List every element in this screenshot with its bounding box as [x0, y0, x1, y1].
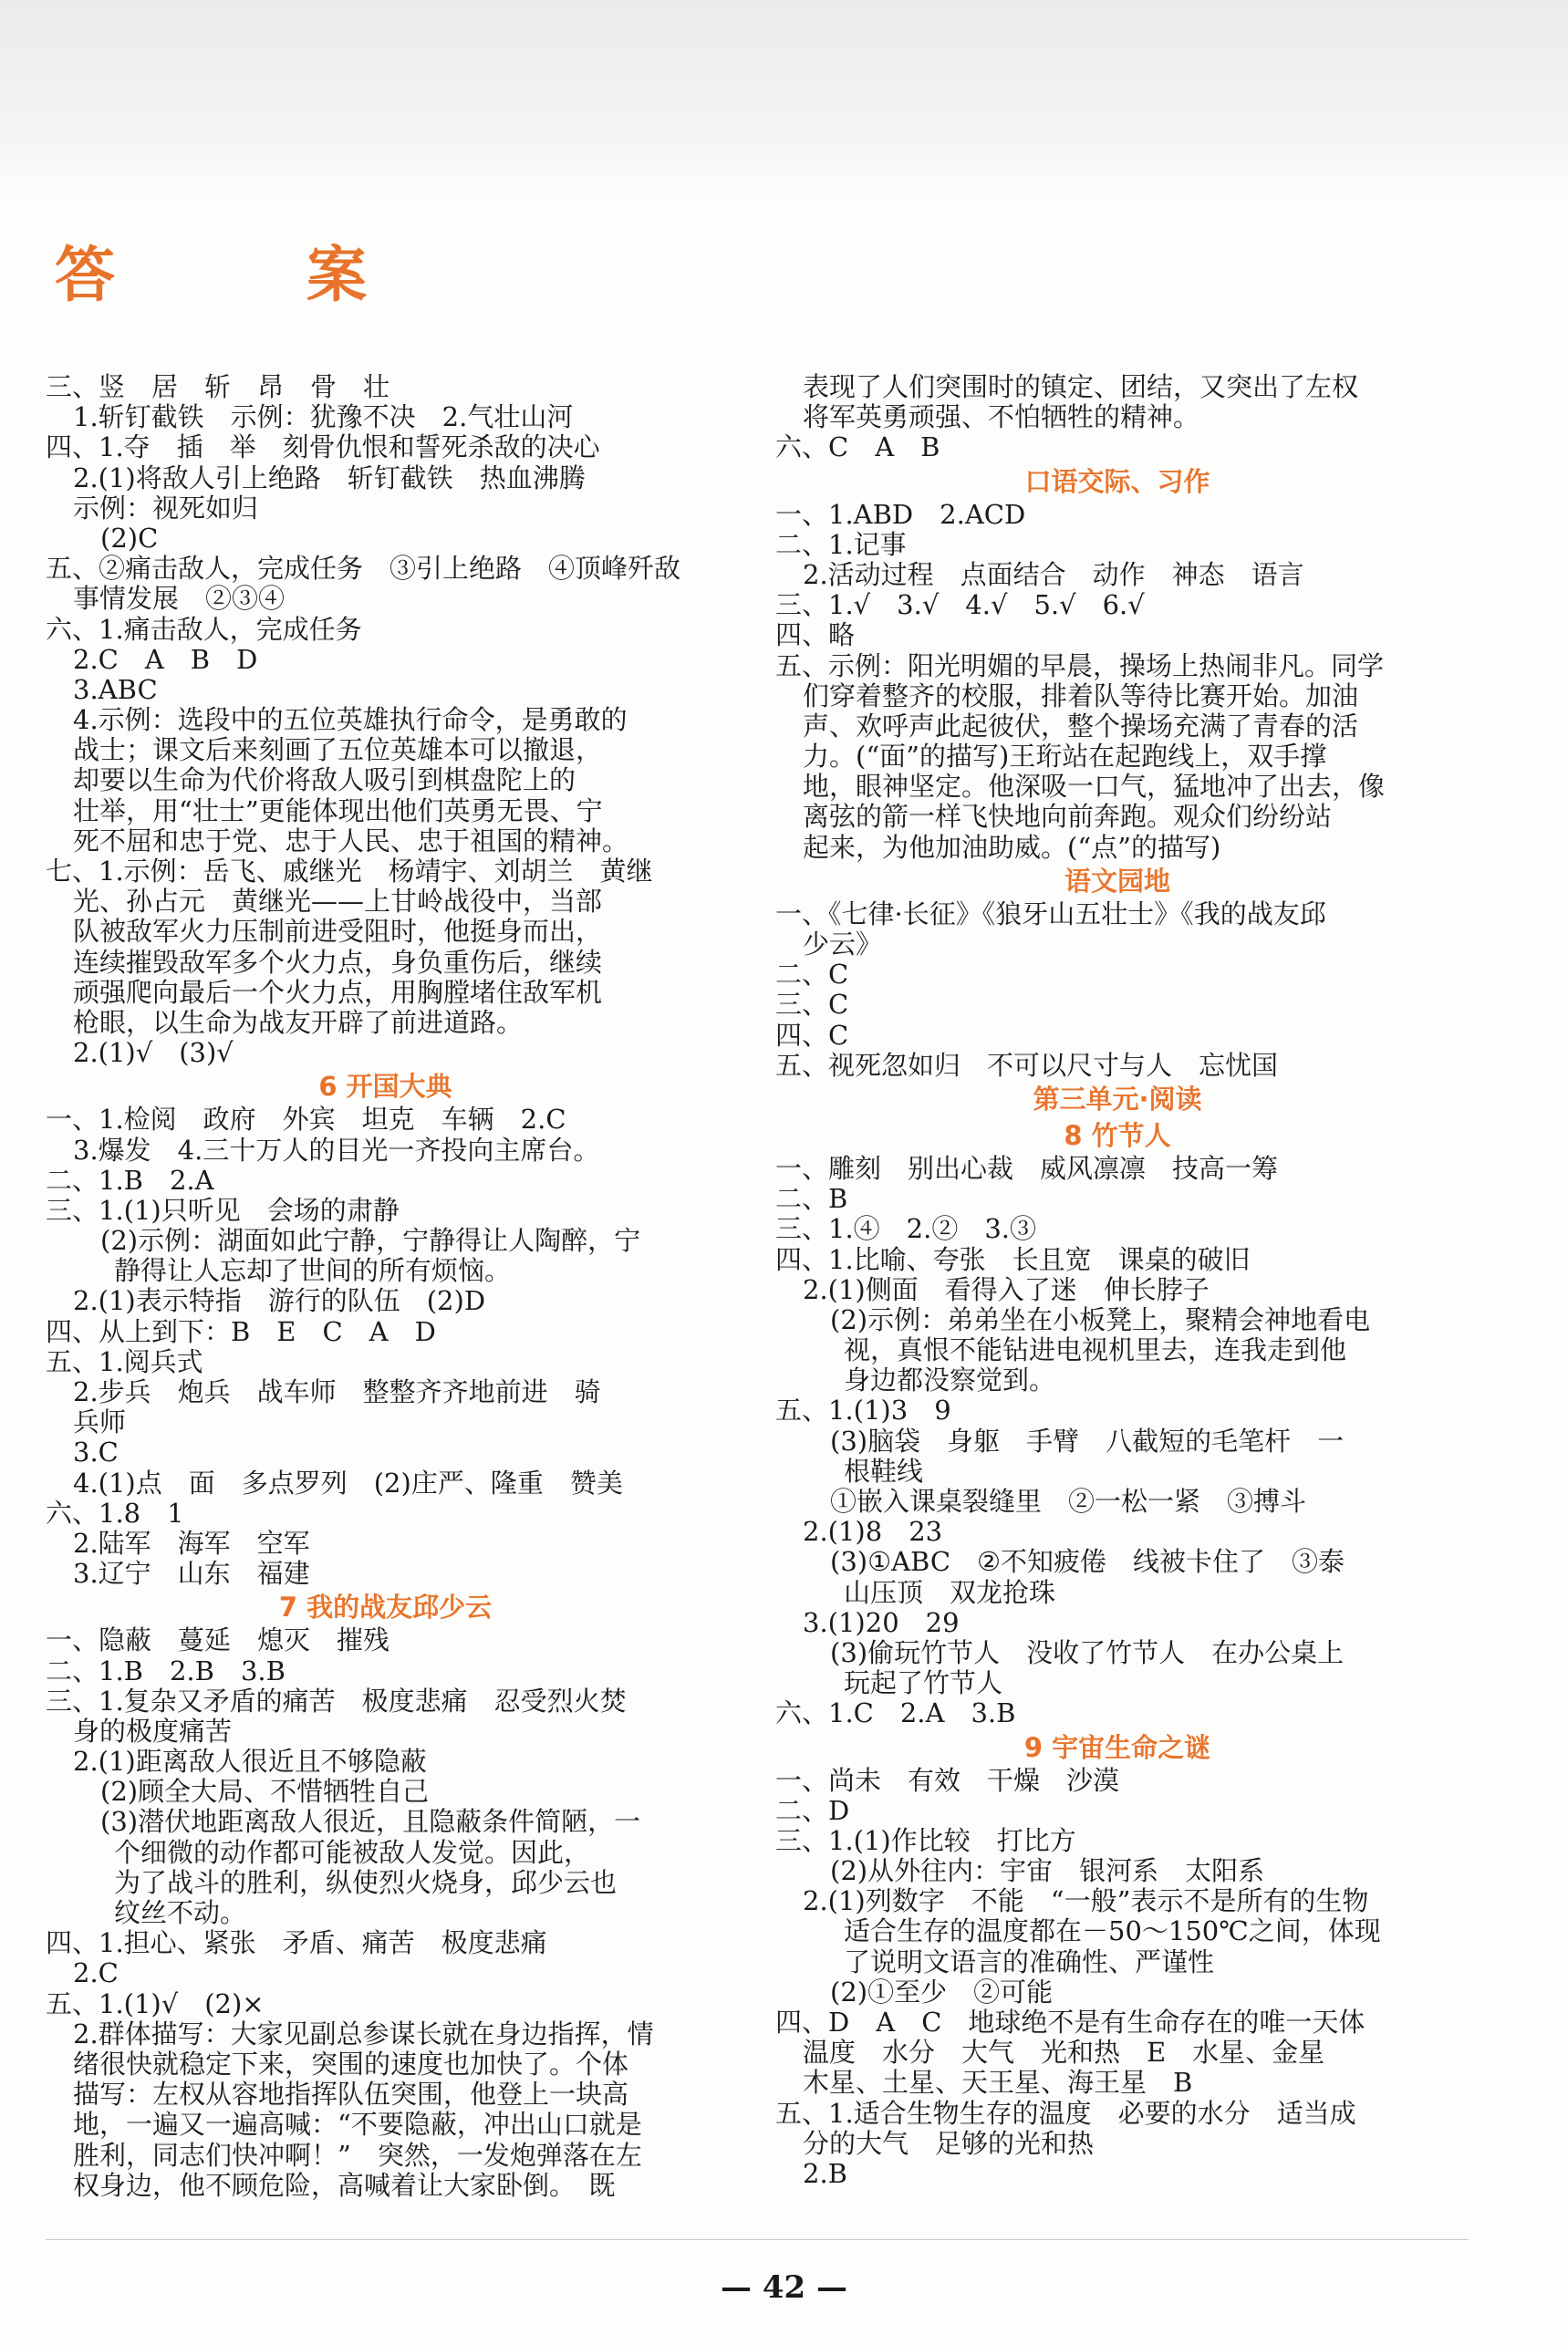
answer-line: 玩起了竹节人 [844, 1668, 1003, 1699]
answer-line: 却要以生命为代价将敌人吸引到棋盘陀上的 [73, 765, 576, 796]
answer-line: 3.ABC [73, 674, 158, 705]
answer-line: 3.(1)20 29 [803, 1607, 960, 1638]
answer-line: 绪很快就稳定下来，突围的速度也加快了。个体 [73, 2049, 629, 2080]
answer-line: 三、1.√ 3.√ 4.√ 5.√ 6.√ [775, 590, 1145, 621]
answer-line: 3.辽宁 山东 福建 [73, 1559, 310, 1590]
answer-line: 根鞋线 [844, 1456, 924, 1487]
answer-line: 地，眼神坚定。他深吸一口气，猛地冲了出去，像 [803, 772, 1386, 803]
answer-line: 分的大气 足够的光和热 [803, 2128, 1095, 2159]
answer-line: 2.(1)表示特指 游行的队伍 (2)D [73, 1286, 486, 1317]
answer-line: 二、D [775, 1795, 850, 1826]
answer-line: 三、C [775, 990, 849, 1021]
answer-line: 将军英勇顽强、不怕牺牲的精神。 [803, 402, 1200, 433]
answer-line: 二、C [775, 960, 849, 991]
answer-line: 胜利，同志们快冲啊！” 突然，一发炮弹落在左 [73, 2140, 642, 2171]
section-heading: 第三单元·阅读 [1033, 1083, 1202, 1115]
section-heading: 口语交际、习作 [1024, 465, 1210, 497]
answer-line: 二、1.记事 [775, 529, 907, 560]
answer-line: 适合生存的温度都在－50～150℃之间，体现 [844, 1916, 1381, 1947]
answer-line: 2.群体描写：大家见副总参谋长就在身边指挥，情 [73, 2018, 654, 2049]
answer-line: 四、1.比喻、夸张 长且宽 课桌的破旧 [775, 1244, 1251, 1275]
answer-line: 身的极度痛苦 [73, 1716, 233, 1747]
answer-line: 2.C [73, 1958, 119, 1989]
answer-line: 一、隐蔽 蔓延 熄灭 摧残 [46, 1625, 390, 1656]
answer-line: 四、从上到下：B E C A D [46, 1316, 436, 1347]
answer-line: 顽强爬向最后一个火力点，用胸膛堵住敌军机 [73, 977, 603, 1008]
footer-divider [46, 2239, 1469, 2240]
answer-line: 二、B [775, 1184, 848, 1215]
answer-line: 力。(“面”的描写)王珩站在起跑线上，双手撑 [803, 742, 1327, 773]
answer-line: 事情发展 ②③④ [73, 584, 286, 615]
answer-line: 1.斩钉截铁 示例：犹豫不决 2.气壮山河 [73, 402, 574, 433]
answer-line: 2.(1)8 23 [803, 1517, 943, 1548]
answer-line: 光、孙占元 黄继光——上甘岭战役中，当部 [73, 887, 603, 918]
answer-line: (3)偷玩竹节人 没收了竹节人 在办公桌上 [830, 1637, 1345, 1668]
answer-line: 四、C [775, 1020, 849, 1051]
left-column [46, 372, 725, 2201]
answer-line: 二、1.B 2.B 3.B [46, 1655, 286, 1686]
section-heading: 7 我的战友邱少云 [278, 1592, 493, 1624]
answer-line: 二、1.B 2.A [46, 1165, 214, 1196]
answer-line: 示例：视死如归 [73, 493, 259, 524]
answer-line: 山压顶 双龙抢珠 [844, 1577, 1056, 1608]
page-title: 答 案 [55, 240, 432, 310]
answer-line: 死不屈和忠于党、忠于人民、忠于祖国的精神。 [73, 825, 629, 856]
answer-line: 权身边，他不顾危险，高喊着让大家卧倒。 既 [73, 2170, 616, 2201]
answer-line: (3)潜伏地距离敌人很近，且隐蔽条件简陋，一 [100, 1807, 641, 1838]
answer-line: 六、1.8 1 [46, 1498, 184, 1529]
answer-line: 五、示例：阳光明媚的早晨，操场上热闹非凡。同学 [775, 650, 1385, 681]
answer-line: (2)①至少 ②可能 [830, 1977, 1054, 2008]
answer-line: 纹丝不动。 [114, 1898, 247, 1928]
answer-line: 一、1.ABD 2.ACD [775, 499, 1026, 530]
answer-line: 2.(1)将敌人引上绝路 斩钉截铁 热血沸腾 [73, 462, 586, 493]
answer-line: 离弦的箭一样飞快地向前奔跑。观众们纷纷站 [803, 802, 1333, 833]
answer-line: 五、1.(1)√ (2)× [46, 1988, 265, 2019]
answer-line: 五、1.阅兵式 [46, 1346, 203, 1377]
answer-line: (2)从外往内：宇宙 银河系 太阳系 [830, 1856, 1265, 1887]
answer-line: 战士；课文后来刻画了五位英雄本可以撤退， [73, 735, 603, 766]
answer-line: 3.C [73, 1437, 119, 1468]
right-column [775, 372, 1459, 2189]
answer-line: 4.示例：选段中的五位英雄执行命令，是勇敢的 [73, 705, 628, 736]
answer-line: (2)示例：弟弟坐在小板凳上，聚精会神地看电 [830, 1304, 1371, 1335]
answer-line: 了说明文语言的准确性、严谨性 [844, 1946, 1215, 1977]
answer-line: 静得让人忘却了世间的所有烦恼。 [114, 1256, 512, 1287]
answer-line: 少云》 [803, 929, 883, 960]
answer-line: 五、视死忽如归 不可以尺寸与人 忘忧国 [775, 1050, 1279, 1081]
answer-line: (2)C [100, 523, 159, 554]
answer-line: 七、1.示例：岳飞、戚继光 杨靖宇、刘胡兰 黄继 [46, 856, 653, 887]
answer-line: 四、1.夺 插 举 刻骨仇恨和誓死杀敌的决心 [46, 432, 600, 463]
answer-line: 视，真恨不能钻进电视机里去，连我走到他 [844, 1335, 1347, 1366]
answer-line: 2.B [803, 2158, 847, 2189]
answer-line: 为了战斗的胜利，纵使烈火烧身，邱少云也 [114, 1867, 618, 1898]
answer-line: 4.(1)点 面 多点罗列 (2)庄严、隆重 赞美 [73, 1468, 623, 1499]
answer-line: 一、尚未 有效 干燥 沙漠 [775, 1765, 1120, 1796]
answer-line: 五、1.(1)3 9 [775, 1396, 951, 1427]
answer-line: 起来，为他加油助威。(“点”的描写) [803, 832, 1221, 863]
answer-line: 一、1.检阅 政府 外宾 坦克 车辆 2.C [46, 1105, 566, 1136]
answer-line: 三、竖 居 斩 昂 骨 壮 [46, 372, 390, 402]
answer-line: (3)①ABC ②不知疲倦 线被卡住了 ③泰 [830, 1547, 1345, 1578]
answer-line: 六、C A B [775, 432, 940, 463]
section-heading: 6 开国大典 [318, 1071, 452, 1103]
answer-line: 六、1.C 2.A 3.B [775, 1698, 1016, 1729]
answer-line: 一、雕刻 别出心裁 威风凛凛 技高一筹 [775, 1153, 1279, 1184]
answer-line: 表现了人们突围时的镇定、团结，又突出了左权 [803, 372, 1359, 402]
answer-line: 们穿着整齐的校服，排着队等待比赛开始。加油 [803, 680, 1359, 711]
answer-line: (3)脑袋 身躯 手臂 八截短的毛笔杆 一 [830, 1426, 1345, 1457]
answer-line: 连续摧毁敌军多个火力点，身负重伤后，继续 [73, 947, 603, 978]
answer-line: (2)顾全大局、不惜牺牲自己 [100, 1777, 430, 1808]
answer-line: 六、1.痛击敌人，完成任务 [46, 614, 362, 645]
answer-line: 声、欢呼声此起彼伏，整个操场充满了青春的活 [803, 711, 1359, 742]
answer-line: 兵师 [73, 1407, 127, 1438]
answer-line: 描写：左权从容地指挥队伍突围，他登上一块高 [73, 2080, 629, 2111]
section-heading: 语文园地 [1064, 865, 1170, 897]
answer-line: 2.C A B D [73, 644, 258, 675]
answer-line: 温度 水分 大气 光和热 E 水星、金星 [803, 2038, 1325, 2069]
answer-line: 地，一遍又一遍高喊：“不要隐蔽，冲出山口就是 [73, 2110, 642, 2141]
answer-line: 队被敌军火力压制前进受阻时，他挺身而出， [73, 917, 603, 948]
answer-line: 五、②痛击敌人，完成任务 ③引上绝路 ④顶峰歼敌 [46, 554, 681, 585]
answer-line: 2.(1)列数字 不能 “一般”表示不是所有的生物 [803, 1886, 1369, 1917]
answer-line: (2)示例：湖面如此宁静，宁静得让人陶醉，宁 [100, 1226, 641, 1257]
answer-line: 3.爆发 4.三十万人的目光一齐投向主席台。 [73, 1135, 600, 1166]
answer-line: 身边都没察觉到。 [844, 1365, 1056, 1396]
answer-line: 三、1.(1)作比较 打比方 [775, 1825, 1076, 1856]
answer-line: 三、1.(1)只听见 会场的肃静 [46, 1195, 400, 1226]
answer-line: 三、1.④ 2.② 3.③ [775, 1214, 1037, 1245]
answer-line: 2.(1)√ (3)√ [73, 1038, 234, 1069]
section-heading: 9 宇宙生命之谜 [1023, 1731, 1211, 1763]
answer-line: 一、《七律·长征》《狼牙山五壮士》《我的战友邱 [775, 898, 1326, 929]
answer-line: 2.(1)侧面 看得入了迷 伸长脖子 [803, 1274, 1210, 1305]
answer-line: 三、1.复杂又矛盾的痛苦 极度悲痛 忍受烈火焚 [46, 1686, 627, 1717]
answer-line: 四、略 [775, 620, 856, 651]
page-number: — 42 — [721, 2269, 847, 2306]
answer-line: 2.步兵 炮兵 战车师 整整齐齐地前进 骑 [73, 1377, 601, 1407]
answer-line: 木星、土星、天王星、海王星 B [803, 2068, 1193, 2099]
answer-line: ①嵌入课桌裂缝里 ②一松一紧 ③搏斗 [830, 1487, 1307, 1517]
answer-line: 五、1.适合生物生存的温度 必要的水分 适当成 [775, 2098, 1356, 2129]
answer-line: 四、D A C 地球绝不是有生命存在的唯一天体 [775, 2008, 1366, 2038]
answer-line: 枪眼，以生命为战友开辟了前进道路。 [73, 1007, 524, 1038]
header-band [0, 0, 1568, 201]
answer-line: 2.活动过程 点面结合 动作 神态 语言 [803, 559, 1304, 590]
answer-line: 壮举，用“壮士”更能体现出他们英勇无畏、宁 [73, 795, 603, 826]
answer-line: 四、1.担心、紧张 矛盾、痛苦 极度悲痛 [46, 1928, 547, 1959]
answer-line: 2.陆军 海军 空军 [73, 1528, 310, 1559]
answer-line: 个细微的动作都可能被敌人发觉。因此， [114, 1837, 591, 1868]
answer-line: 2.(1)距离敌人很近且不够隐蔽 [73, 1747, 427, 1778]
section-heading: 8 竹节人 [1064, 1119, 1171, 1151]
